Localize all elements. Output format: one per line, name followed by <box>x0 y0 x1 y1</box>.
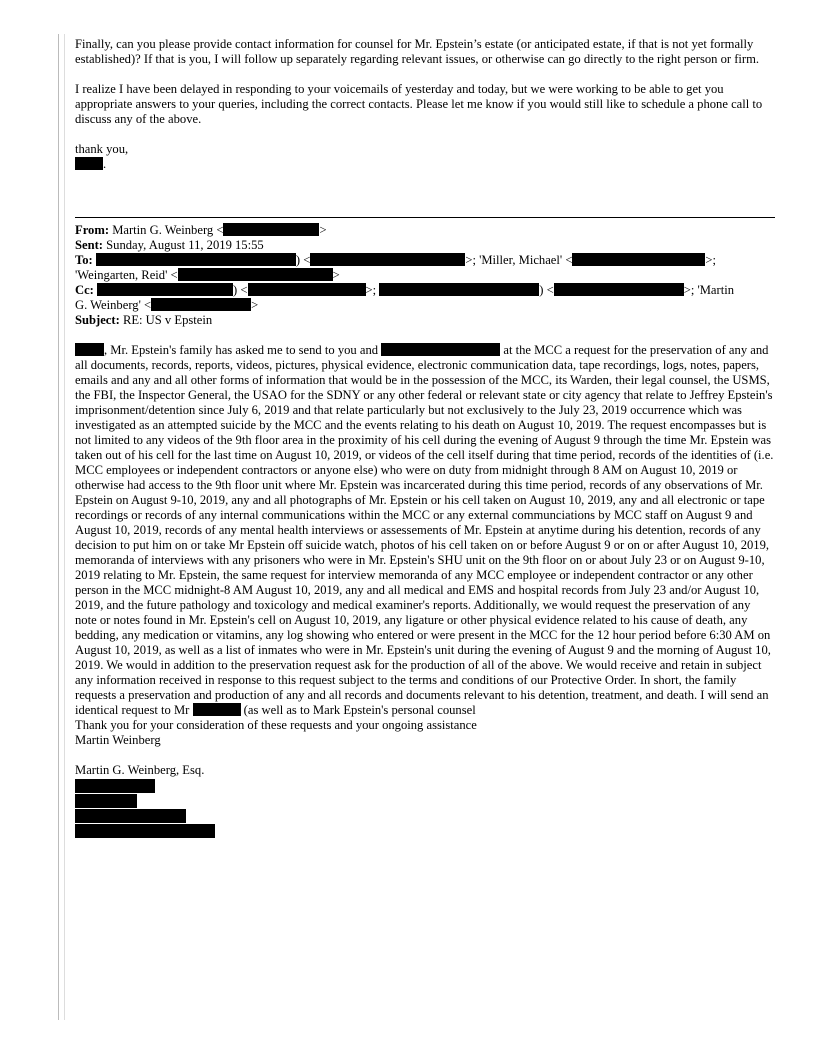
redaction <box>379 283 539 296</box>
prev-closing: thank you, <box>75 142 129 156</box>
signature-redaction <box>75 824 215 838</box>
header-divider <box>75 217 775 218</box>
body-thanks: Thank you for your consideration of these requests and your ongoing assistance <box>75 718 477 732</box>
redaction <box>310 253 465 266</box>
header-to: To: ) < >; 'Miller, Michael' < >; <box>75 253 717 267</box>
signature-redaction <box>75 809 186 823</box>
redaction <box>193 703 241 716</box>
redaction <box>96 253 296 266</box>
redaction <box>178 268 333 281</box>
header-subject: Subject: RE: US v Epstein <box>75 313 213 327</box>
signature-redaction <box>75 794 137 808</box>
redaction <box>572 253 705 266</box>
redaction <box>248 283 366 296</box>
redaction <box>75 343 104 356</box>
redaction <box>151 298 251 311</box>
prev-paragraph-1: Finally, can you please provide contact information for counsel for Mr. Epstein’s estate (or anticipated estate, if that is not yet formally established)? If that is you, I will follow up separately regarding relevant issues, or otherwise can go directly to the right person or firm. <box>75 37 760 66</box>
redaction <box>381 343 500 356</box>
redaction <box>223 223 319 236</box>
header-sent: Sent: Sunday, August 11, 2019 15:55 <box>75 238 264 252</box>
header-cc-line2: G. Weinberg' < > <box>75 298 259 312</box>
prev-signature: . <box>75 157 775 172</box>
header-from: From: Martin G. Weinberg < > <box>75 223 327 237</box>
signature-redaction <box>75 779 155 793</box>
body-paragraph: , Mr. Epstein's family has asked me to send to you and at the MCC a request for the preservation of any and all documents, records, reports, videos, pictures, physical evidence, electronic communication data, tape recordings, logs, notes, papers, emails and any and all other forms of information that would be in the possession of the MCC, its Warden, their legal counsel, the USMS, the FBI, the Inspector General, the USAO for the SDNY or any other federal or relevant state or city agency that relate to Jeffrey Epstein's imprisonment/detention since July 6, 2019 and that relate particularly but not exclusively to the July 23, 2019 occurrence which was investigated as an attempted suicide by the MCC and the events relating to his death on August 10, 2019. The request encompasses but is not limited to any videos of the 9th floor area in the proximity of his cell during the evening of August 9 through the time Mr. Epstein was taken out of his cell for the last time on August 10, 2019, or videos of the cell itself during that time period, records of the identities of (i.e. MCC employees or independent contractors or anyone else) who were on duty from midnight through 8 AM on August 10, 2019 or otherwise had access to the 9th floor unit where Mr. Epstein was incarcerated during this time period, records of any observations of Mr. Epstein on August 9-10, 2019, any and all photographs of Mr. Epstein or his cell taken on August 10, 2019, any and all electronic or tape recordings or records of any internal communications within the MCC or any external communciations by MCC staff on August 9 and August 10, 2019, records of any mental health interviews or assessements of Mr. Epstein at anytime during his detention, records of any decision to put him on or take Mr Epstein off suicide watch, photos of his cell taken on or before August 9 or on or after August 10, 2019, memoranda of interviews with any prisoners who were in Mr. Epstein's SHU unit on the 9th floor on or about July 23 or on August 9-10, 2019 relating to Mr. Epstein, the same request for interview memoranda of any MCC employee or independent contractor or any other person in the MCC midnight-8 AM August 10, 2019, any and all medical and EMS and hospital records from July 23 and/or August 10, 2019, and the future pathology and toxicology and medical examiner's reports. Additionally, we would request the preservation of any note or notes found in Mr. Epstein's cell on August 10, 2019, any ligature or other physical evidence related to his cause of death, any bedding, any medication or vitamins, any log showing who entered or were present in the MCC for the 12 hour period before 6:30 AM on August 10, 2019, as well as a list of inmates who were in Mr. Epstein's unit during the evening of August 9 and the morning of August 10, 2019. We would in addition to the preservation request ask for the production of all of the above. We would receive and retain in subject any information received in response to this request subject to the terms and conditions of our Protective Order. In short, the family requests a preservation and production of any and all records and documents relevant to his detention, treatment, and death. I will send an identical request to Mr (as well as to Mark Epstein's personal counsel <box>75 343 774 717</box>
redaction <box>554 283 684 296</box>
header-cc: Cc: ) < >; ) < >; 'Martin <box>75 283 735 297</box>
prev-paragraph-2: I realize I have been delayed in responding to your voicemails of yesterday and today, but we were working to be able to get you appropriate answers to your queries, including the correct contacts. Please let me know if you would still like to schedule a phone call to discuss any of the above. <box>75 82 763 126</box>
header-to-line2: 'Weingarten, Reid' < > <box>75 268 340 282</box>
body-name: Martin Weinberg <box>75 733 161 747</box>
redaction <box>97 283 233 296</box>
quote-bar <box>58 34 59 1020</box>
signature-name: Martin G. Weinberg, Esq. <box>75 763 205 777</box>
redaction <box>75 157 103 170</box>
quote-bar-inner <box>64 34 65 1020</box>
email-document <box>75 37 775 838</box>
